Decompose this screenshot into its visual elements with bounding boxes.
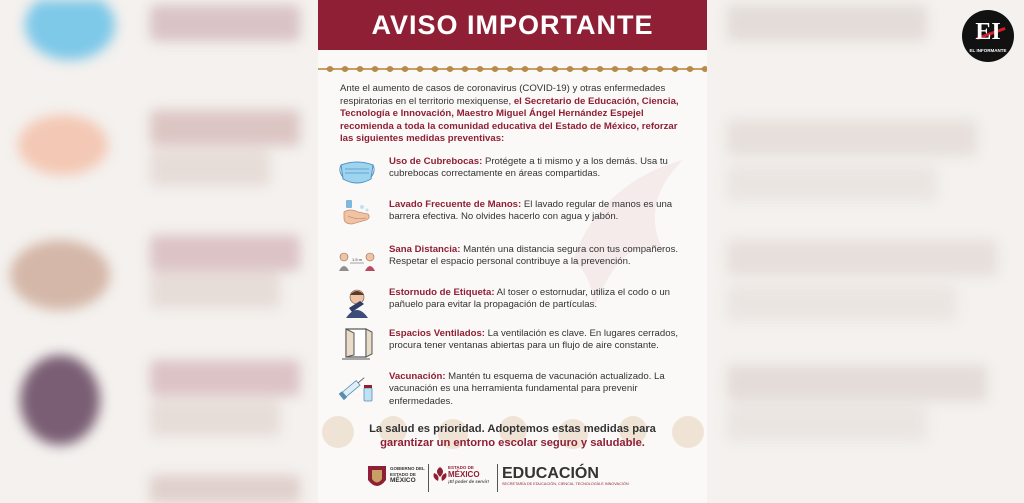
measure-ventilation	[338, 327, 693, 363]
measure-text	[389, 199, 694, 224]
ornament-motif	[371, 66, 379, 72]
measure-text	[389, 371, 694, 408]
edomex-main: MÉXICO	[448, 470, 480, 479]
face-mask-icon	[338, 155, 376, 189]
ornament-motif	[641, 66, 649, 72]
coat-of-arms-icon	[366, 462, 388, 492]
social-distance-icon	[338, 243, 376, 277]
gobierno-top: GOBIERNO DEL	[390, 466, 425, 471]
background-right-panel	[707, 0, 1024, 503]
edomex-top: ESTADO DE	[448, 465, 474, 470]
intro-text: Ante el aumento de casos de coronavirus (COVID-19) y otras enfermedades respiratorias en el territorio mexiquense,	[340, 83, 666, 107]
measure-description: El lavado regular de manos es una barrera efectiva. No olvides hacerlo con agua y jabón.	[389, 199, 673, 223]
measure-social-distance	[338, 243, 693, 279]
ornament-motif	[671, 66, 679, 72]
measure-title: Lavado Frecuente de Manos:	[389, 199, 522, 210]
measure-description: Protégete a ti mismo y a los demás. Usa tu cubrebocas correctamente en áreas compartidas.	[389, 156, 668, 180]
el-informante-logo[interactable]	[962, 10, 1014, 62]
closing-message	[318, 422, 707, 450]
measure-sneeze-etiquette	[338, 286, 693, 322]
hand-washing-icon	[338, 198, 376, 232]
measure-text	[389, 244, 694, 269]
measure-description: Mantén una distancia segura con tus compañeros. Respetar el espacio personal contribuye a la prevención.	[389, 244, 679, 268]
ornament-motif	[356, 66, 364, 72]
educacion-logo	[502, 465, 676, 487]
government-logos	[366, 462, 676, 494]
measure-title: Espacios Ventilados:	[389, 328, 485, 339]
measure-text	[389, 156, 694, 181]
ornament-motif	[401, 66, 409, 72]
edomex-flower-icon	[432, 465, 448, 485]
measure-description: Al toser o estornudar, utiliza el codo o un pañuelo para evitar la propagación de partículas.	[389, 287, 670, 311]
ornament-motif	[581, 66, 589, 72]
ornament-motif	[341, 66, 349, 72]
ornament-motif	[596, 66, 604, 72]
window-ventilation-icon	[338, 327, 376, 361]
ornament-motif	[656, 66, 664, 72]
brand-name: EL INFORMANTE	[969, 48, 1007, 53]
intro-paragraph	[340, 83, 690, 146]
gobierno-bottom: MÉXICO	[390, 477, 416, 484]
educacion-title: EDUCACIÓN	[502, 465, 599, 482]
measure-title: Vacunación:	[389, 371, 446, 382]
ornament-motif	[491, 66, 499, 72]
page-title: AVISO IMPORTANTE	[371, 9, 654, 40]
gobierno-logo-text	[390, 466, 426, 485]
ornament-motif	[431, 66, 439, 72]
logo-divider	[428, 464, 429, 492]
measure-text	[389, 287, 694, 312]
closing-line-2: garantizar un entorno escolar seguro y saludable.	[380, 437, 645, 449]
ornament-motif	[551, 66, 559, 72]
sneeze-elbow-icon	[338, 286, 376, 320]
measure-title: Uso de Cubrebocas:	[389, 156, 483, 167]
ornament-motif	[536, 66, 544, 72]
ornament-motif	[611, 66, 619, 72]
measure-title: Estornudo de Etiqueta:	[389, 287, 495, 298]
ornament-motif	[326, 66, 334, 72]
ornament-motif	[566, 66, 574, 72]
distance-label: 1.5 m	[351, 257, 363, 262]
edomex-slogan: ¡El poder de servir!	[448, 479, 490, 484]
ornament-motif	[686, 66, 694, 72]
background-left-panel	[0, 0, 318, 503]
ornament-motif	[626, 66, 634, 72]
measure-description: La ventilación es clave. En lugares cerrados, procura tener ventanas abiertas para un flujo de aire constante.	[389, 328, 679, 352]
closing-line-1: La salud es prioridad. Adoptemos estas medidas para	[369, 423, 656, 435]
ornament-motif	[446, 66, 454, 72]
ornament-motif	[386, 66, 394, 72]
vaccine-syringe-icon	[338, 370, 376, 404]
logo-divider	[497, 464, 498, 492]
measure-hand-washing	[338, 198, 693, 234]
ornament-motif	[416, 66, 424, 72]
notice-poster	[318, 0, 707, 503]
ornament-motif	[506, 66, 514, 72]
gobierno-mid: ESTADO DE	[390, 471, 416, 477]
ornament-motif	[701, 66, 707, 72]
edomex-logo-text	[448, 465, 496, 485]
brand-initials: EI	[975, 19, 1001, 45]
educacion-subtitle: SECRETARÍA DE EDUCACIÓN, CIENCIA, TECNOLOGÍA E INNOVACIÓN	[502, 482, 629, 486]
measure-description: Mantén tu esquema de vacunación actualizado. La vacunación es una herramienta fundamental para prevenir enfermedades.	[389, 371, 665, 407]
measure-title: Sana Distancia:	[389, 244, 461, 255]
header-banner	[318, 0, 707, 50]
measure-face-mask	[338, 155, 693, 191]
ornament-motif	[461, 66, 469, 72]
intro-bold-text: el Secretario de Educación, Ciencia, Tecnología e Innovación, Maestro Miguel Ángel Hernández Espejel recomienda a toda la comunidad educativa del Estado de México, reforzar las siguientes medidas preventivas:	[340, 95, 679, 145]
measure-vaccination	[338, 370, 693, 406]
measure-text	[389, 328, 694, 353]
ornament-motif	[476, 66, 484, 72]
ornament-motif	[521, 66, 529, 72]
ornamental-border	[318, 62, 707, 76]
